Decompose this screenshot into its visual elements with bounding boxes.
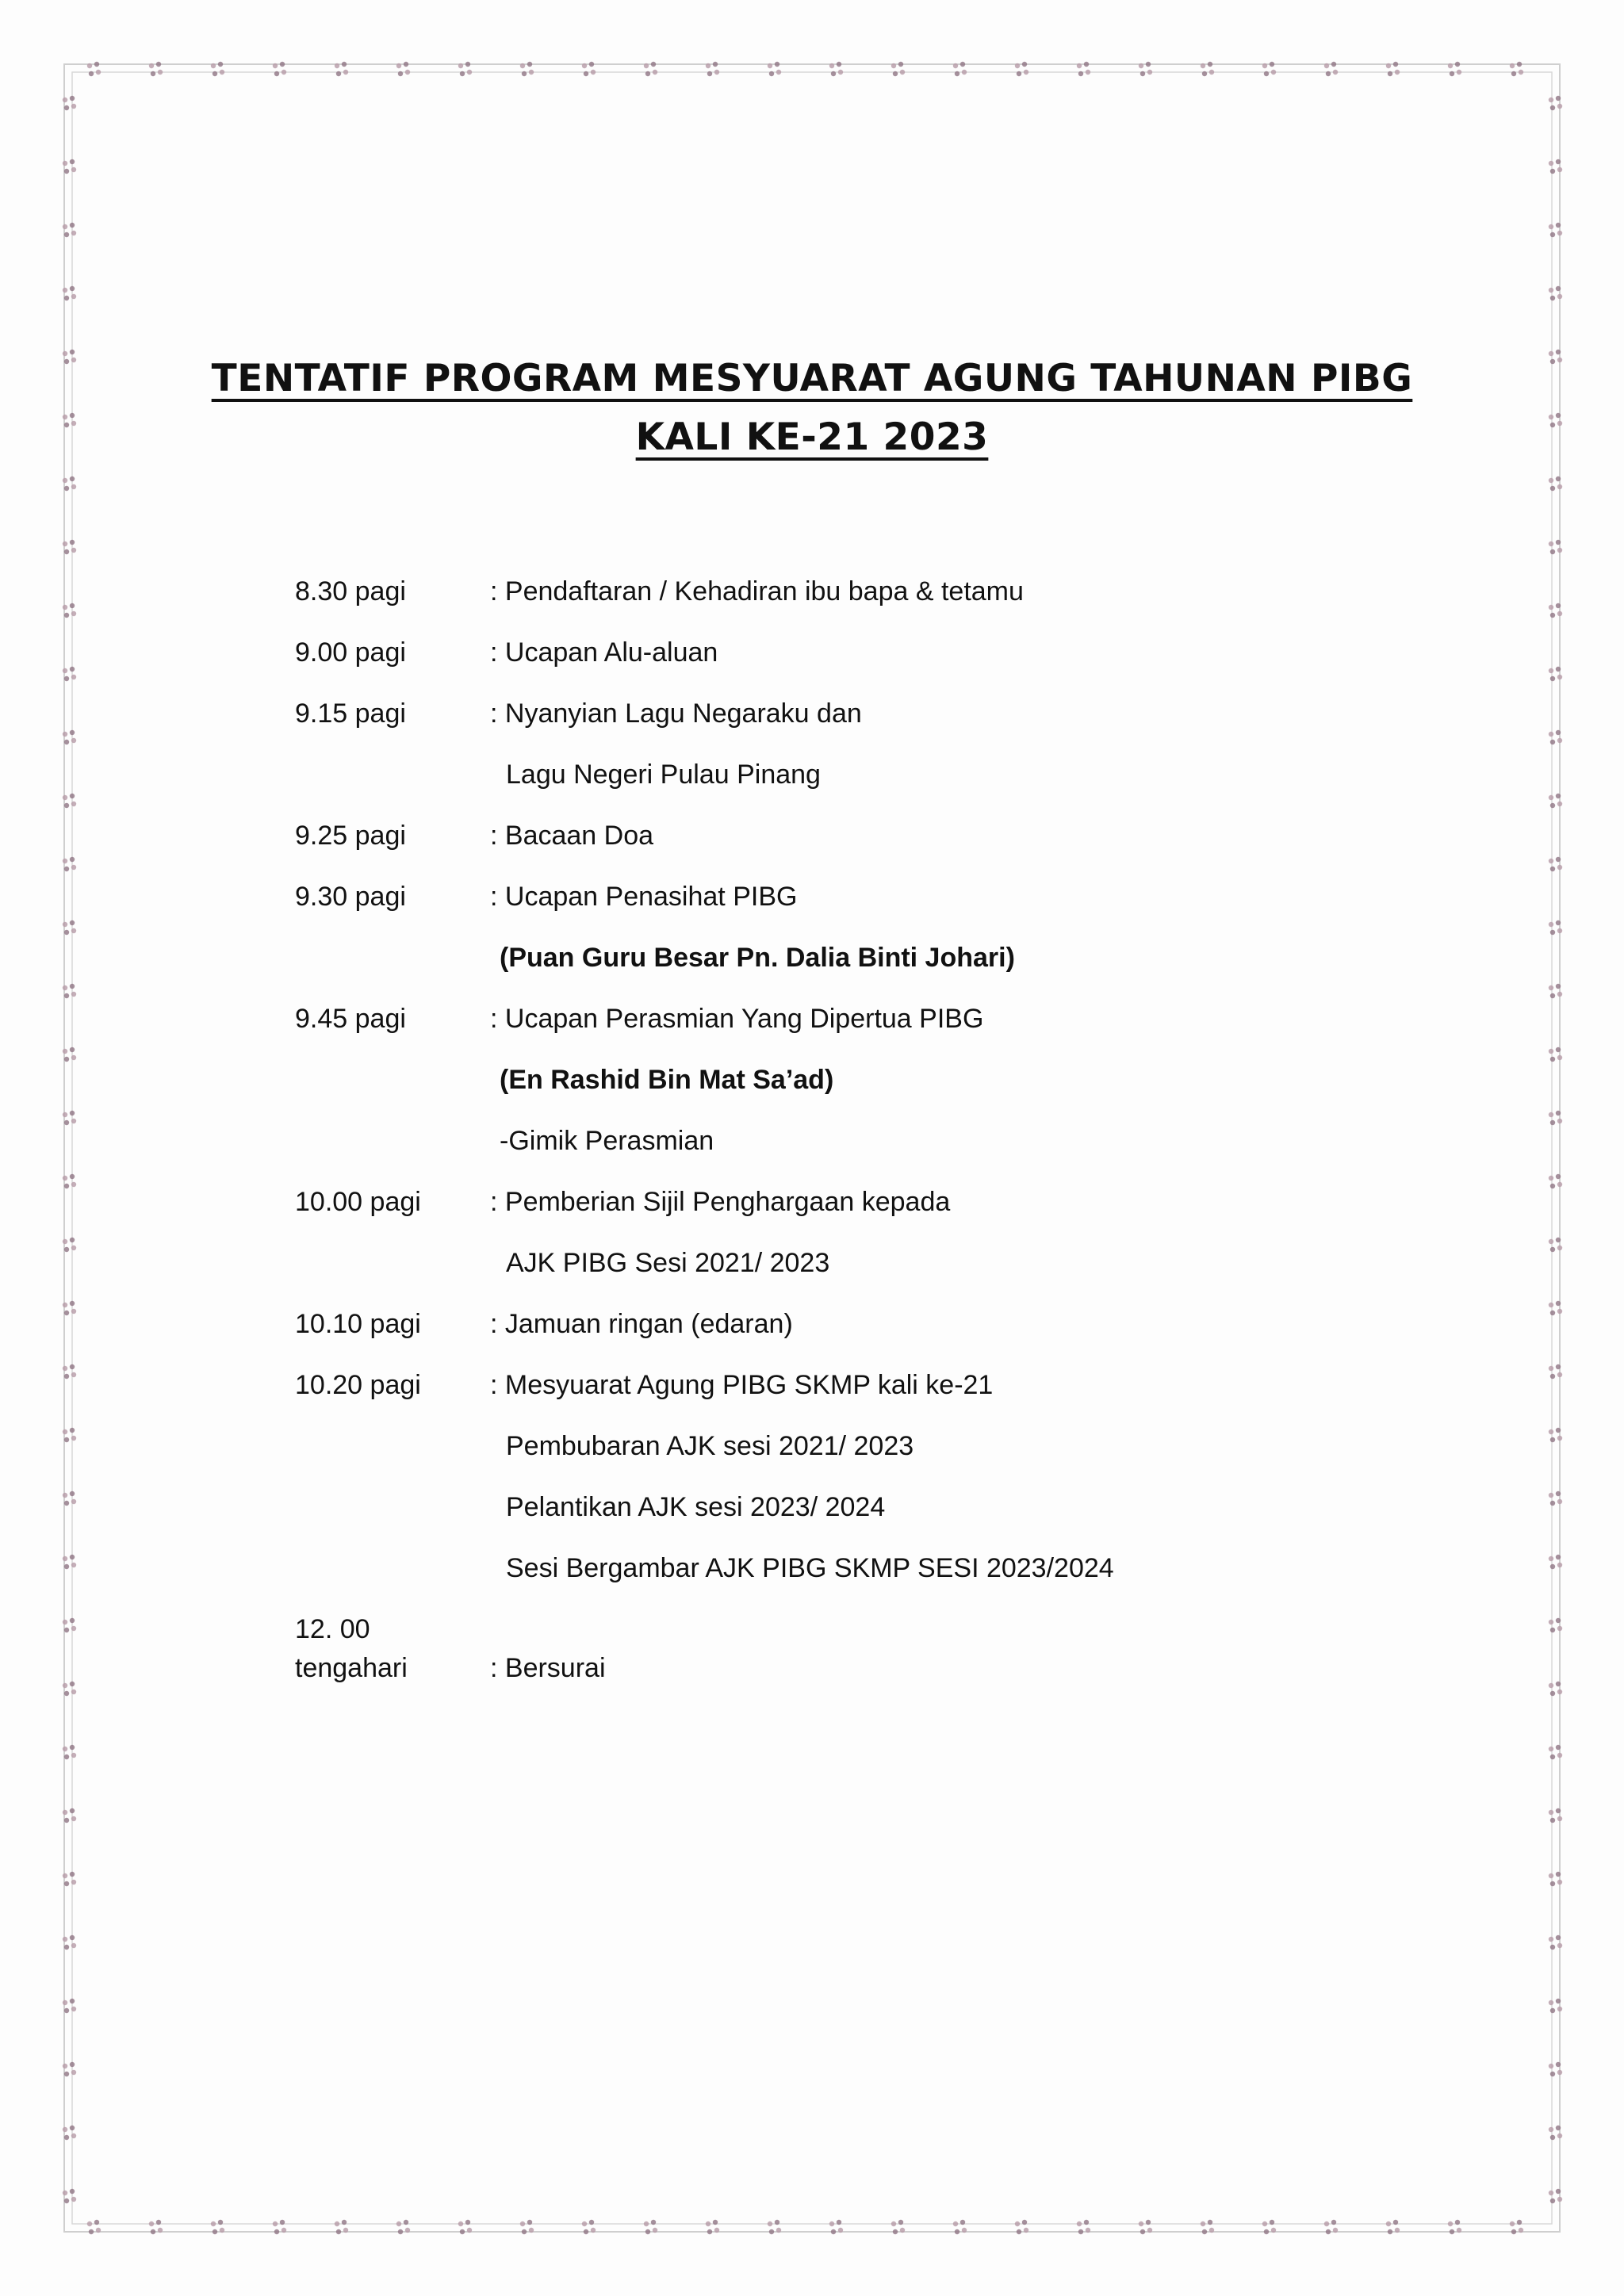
border-ornament (1549, 730, 1562, 744)
border-ornament (582, 2220, 596, 2234)
border-ornament (1549, 1491, 1562, 1506)
schedule-item-continuation: Lagu Negeri Pulau Pinang (506, 760, 821, 790)
border-ornament (63, 1364, 76, 1379)
title-line-2-text: KALI KE-21 2023 (635, 415, 989, 459)
schedule-time: 10.20 pagi (295, 1370, 421, 1400)
schedule-item-continuation: AJK PIBG Sesi 2021/ 2023 (506, 1248, 830, 1278)
border-ornament (63, 603, 76, 618)
schedule-time: 9.00 pagi (295, 637, 406, 668)
border-ornament (1549, 1745, 1562, 1759)
border-ornament (520, 62, 534, 76)
border-ornament (63, 1047, 76, 1062)
border-ornament (1549, 1428, 1562, 1442)
border-ornament (63, 1872, 76, 1886)
border-ornament (1549, 1935, 1562, 1950)
border-ornament (63, 794, 76, 808)
border-ornament (1201, 2220, 1214, 2234)
border-ornament (1549, 667, 1562, 681)
border-ornament (335, 2220, 348, 2234)
border-ornament (706, 62, 719, 76)
schedule-time: 9.45 pagi (295, 1004, 406, 1034)
border-ornament (1549, 603, 1562, 618)
border-ornament (1549, 1618, 1562, 1632)
schedule-item-continuation: Pelantikan AJK sesi 2023/ 2024 (506, 1492, 886, 1522)
border-ornament (63, 857, 76, 871)
border-ornament (87, 62, 101, 76)
border-ornament (1549, 476, 1562, 491)
schedule-item: : Bersurai (490, 1653, 606, 1683)
border-ornament (335, 62, 348, 76)
border-ornament (1549, 857, 1562, 871)
border-ornament (1386, 2220, 1400, 2234)
border-ornament (63, 1682, 76, 1696)
border-ornament (63, 1428, 76, 1442)
border-ornament (829, 62, 843, 76)
border-ornament (1324, 2220, 1338, 2234)
border-ornament (63, 1111, 76, 1125)
border-ornament (63, 476, 76, 491)
border-ornament (63, 1555, 76, 1569)
border-ornament (63, 159, 76, 174)
border-ornament (63, 984, 76, 998)
border-ornament (1549, 286, 1562, 300)
schedule-item-continuation: Sesi Bergambar AJK PIBG SKMP SESI 2023/2024 (506, 1553, 1114, 1583)
border-ornament (1549, 2062, 1562, 2076)
border-ornament (63, 1745, 76, 1759)
schedule-time: 8.30 pagi (295, 576, 406, 607)
border-ornament (520, 2220, 534, 2234)
schedule-item: : Ucapan Perasmian Yang Dipertua PIBG (490, 1004, 984, 1034)
border-ornament (1549, 1555, 1562, 1569)
page-title-line-2 (0, 415, 1624, 459)
schedule-item: : Bacaan Doa (490, 821, 654, 851)
border-ornament (1510, 2220, 1523, 2234)
border-ornament (1549, 2189, 1562, 2203)
schedule-time-line-1: 12. 00 (295, 1614, 370, 1644)
border-ornament (1077, 62, 1090, 76)
border-ornament (458, 62, 472, 76)
border-ornament (768, 2220, 781, 2234)
schedule-item: : Nyanyian Lagu Negaraku dan (490, 698, 862, 729)
border-ornament (149, 62, 163, 76)
border-ornament (87, 2220, 101, 2234)
border-ornament (1077, 2220, 1090, 2234)
border-ornament (1324, 62, 1338, 76)
border-ornament (63, 1618, 76, 1632)
border-ornament (63, 2062, 76, 2076)
border-ornament (1549, 1174, 1562, 1188)
schedule-speaker: (Puan Guru Besar Pn. Dalia Binti Johari) (500, 943, 1015, 973)
border-ornament (1386, 62, 1400, 76)
border-ornament (768, 62, 781, 76)
border-ornament (63, 1808, 76, 1823)
border-ornament (1549, 1808, 1562, 1823)
border-ornament (1549, 1999, 1562, 2013)
border-ornament (396, 62, 410, 76)
border-ornament (1549, 1682, 1562, 1696)
schedule-time: 10.00 pagi (295, 1187, 421, 1217)
border-ornament (1549, 223, 1562, 237)
schedule-item: : Pendaftaran / Kehadiran ibu bapa & tetamu (490, 576, 1024, 607)
border-ornament (63, 2189, 76, 2203)
border-ornament (1549, 540, 1562, 554)
border-ornament (1549, 1364, 1562, 1379)
border-ornament (1262, 2220, 1276, 2234)
border-ornament (1549, 794, 1562, 808)
border-ornament (1549, 2126, 1562, 2140)
border-ornament (1015, 2220, 1028, 2234)
schedule-time: 9.25 pagi (295, 821, 406, 851)
schedule-item: : Pemberian Sijil Penghargaan kepada (490, 1187, 951, 1217)
schedule-time: 9.30 pagi (295, 882, 406, 912)
border-ornament (891, 2220, 905, 2234)
border-ornament (396, 2220, 410, 2234)
border-ornament (1262, 62, 1276, 76)
border-ornament (63, 1174, 76, 1188)
border-ornament (63, 667, 76, 681)
schedule-item: : Mesyuarat Agung PIBG SKMP kali ke-21 (490, 1370, 994, 1400)
schedule-item: : Ucapan Penasihat PIBG (490, 882, 798, 912)
title-line-1-text: TENTATIF PROGRAM MESYUARAT AGUNG TAHUNAN PIBG (211, 357, 1413, 400)
border-ornament (582, 62, 596, 76)
border-ornament (149, 2220, 163, 2234)
border-ornament (644, 62, 657, 76)
border-ornament (1549, 984, 1562, 998)
schedule-time-line-2: tengahari (295, 1653, 408, 1683)
border-ornament (1549, 920, 1562, 935)
schedule-item: : Jamuan ringan (edaran) (490, 1309, 793, 1339)
border-ornament (63, 1999, 76, 2013)
border-ornament (63, 1935, 76, 1950)
border-ornament (63, 1238, 76, 1252)
border-ornament (211, 2220, 224, 2234)
border-ornament (63, 920, 76, 935)
border-ornament (1201, 62, 1214, 76)
border-ornament (953, 62, 967, 76)
schedule-time: 10.10 pagi (295, 1309, 421, 1339)
border-ornament (273, 2220, 286, 2234)
page-title-line-1 (0, 357, 1624, 400)
border-ornament (63, 223, 76, 237)
border-ornament (1139, 62, 1152, 76)
border-ornament (891, 62, 905, 76)
border-ornament (273, 62, 286, 76)
border-ornament (1549, 1872, 1562, 1886)
border-ornament (1549, 1301, 1562, 1315)
border-ornament (1549, 159, 1562, 174)
border-ornament (63, 1491, 76, 1506)
border-ornament (1448, 2220, 1461, 2234)
border-ornament (1510, 62, 1523, 76)
border-ornament (1139, 2220, 1152, 2234)
border-ornament (644, 2220, 657, 2234)
border-ornament (1549, 96, 1562, 110)
border-ornament (63, 286, 76, 300)
border-ornament (458, 2220, 472, 2234)
border-ornament (63, 2126, 76, 2140)
border-ornament (1549, 1238, 1562, 1252)
border-ornament (706, 2220, 719, 2234)
schedule-item: : Ucapan Alu-aluan (490, 637, 718, 668)
border-ornament (953, 2220, 967, 2234)
border-ornament (1549, 1047, 1562, 1062)
schedule-item-continuation: Pembubaran AJK sesi 2021/ 2023 (506, 1431, 914, 1461)
border-ornament (829, 2220, 843, 2234)
border-ornament (1015, 62, 1028, 76)
border-ornament (63, 96, 76, 110)
border-ornament (211, 62, 224, 76)
schedule-note: -Gimik Perasmian (500, 1126, 714, 1156)
border-ornament (63, 540, 76, 554)
schedule-speaker: (En Rashid Bin Mat Sa’ad) (500, 1065, 834, 1095)
border-ornament (1448, 62, 1461, 76)
schedule-time: 9.15 pagi (295, 698, 406, 729)
border-ornament (63, 1301, 76, 1315)
border-ornament (63, 730, 76, 744)
border-ornament (1549, 1111, 1562, 1125)
